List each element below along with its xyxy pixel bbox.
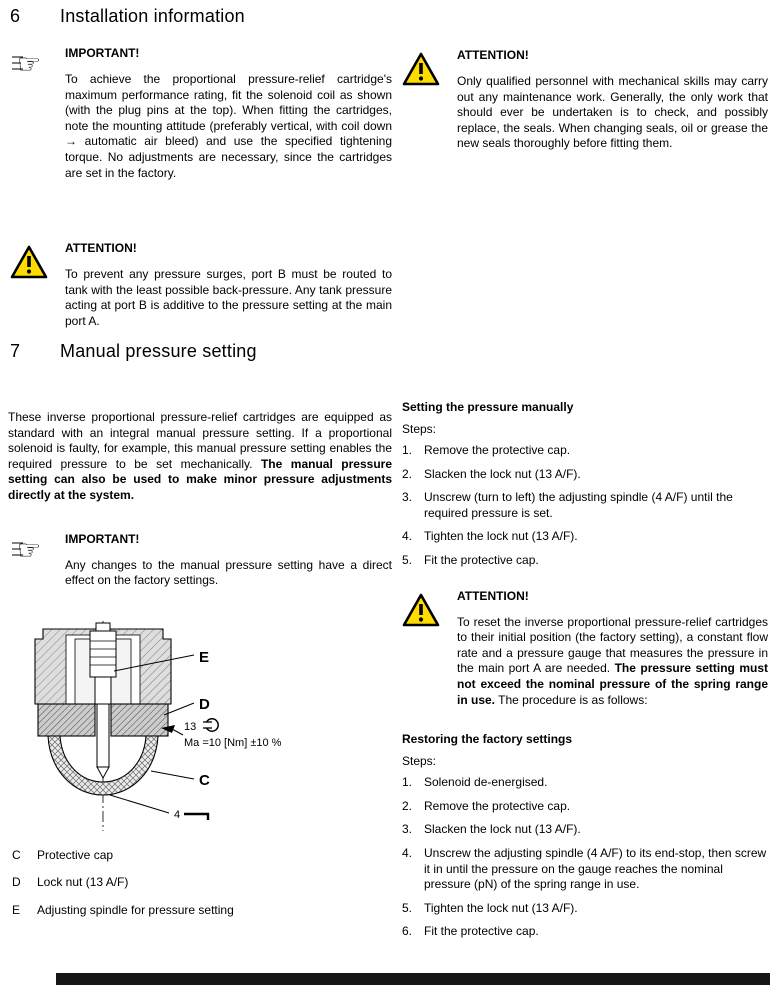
wrench-size-label: 13 [184,720,197,733]
diagram-label-e: E [199,648,210,666]
steps-label: Steps: [402,422,437,436]
warning-triangle-icon [402,593,440,627]
step-item: 5. Fit the protective cap. [402,552,539,567]
pointing-hand-icon [10,48,52,80]
reset-text-bold: The pressure setting must not exceed the nominal pressure of the spring range in use. [457,661,768,707]
diagram-label-d: D [199,695,210,713]
manual-steps-list [402,443,768,569]
legend-key: C [12,847,21,862]
important-note-manual-setting [10,532,392,601]
section-7-left-column [8,398,392,931]
note-title: ATTENTION! [65,241,137,256]
restore-steps-list [402,775,768,940]
wrench-icon [203,719,218,731]
section-title: Manual pressure setting [60,341,257,361]
legend-key: D [12,875,21,890]
step-item: 4. Tighten the lock nut (13 A/F). [402,529,578,544]
intro-normal-text: These inverse proportional pressure-relief cartridges are equipped as standard with an integral manual pressure setting. If a proportional solenoid is faulty, for example, this manual pressure setting enables the required pressure to be set mechanically. [8,410,392,471]
svg-text:☞: ☞ [17,534,42,566]
section-7-right-column [402,400,768,948]
legend-item [12,848,392,864]
legend-text: Protective cap [37,847,114,862]
step-item: 3. Slacken the lock nut (13 A/F). [402,822,581,837]
legend-item [12,903,392,919]
note-title: IMPORTANT! [65,46,140,60]
diagram-legend [12,848,392,919]
step-item: 1. Remove the protective cap. [402,443,571,457]
cartridge-cross-section-diagram [28,619,392,842]
section-number: 6 [10,6,21,26]
note-title: ATTENTION! [457,48,529,62]
note-text: Only qualified personnel with mechanical skills may carry out any maintenance work. Generally, the only work that should ever be undertaken is to check, and possibly replace, the seals. When changing seals, oil or grease the new seals thoroughly before fitting them. [457,74,768,151]
attention-note-maintenance [402,48,768,164]
svg-text:☞: ☞ [17,49,42,80]
note-title: IMPORTANT! [65,531,140,546]
note-title: ATTENTION! [457,588,529,603]
section-6-left-column [10,46,392,342]
note-text [457,615,768,709]
step-item: 6. Fit the protective cap. [402,924,539,939]
reset-text-after: The procedure is as follows: [495,692,648,707]
step-item: 3. Unscrew (turn to left) the adjusting spindle (4 A/F) until the required pressure is set. [402,490,733,520]
section-7-heading [10,341,257,362]
note-text: To prevent any pressure surges, port B must be routed to tank with the least possible back-pressure. Any tank pressure acting at port B is additive to the pressure setting at the main port A. [65,267,392,328]
note-text: Any changes to the manual pressure setting have a direct effect on the factory settings. [65,557,392,588]
reset-text-normal: To reset the inverse proportional pressure-relief cartridges to their initial position (the factory setting), a constant flow rate and a pressure gauge that measures the pressure in the main port A are needed. [457,614,768,676]
note-text: To achieve the proportional pressure-relief cartridge's maximum performance rating, fit the solenoid coil as shown (with the plug pins at the top). When fitting the cartridges, note the mounting attitude (preferably vertical, with coil down → automatic air bleed) and use the specified tightening torque. No adjustments are necessary, since the cartridges are set in the factory. [65,72,392,180]
legend-key: E [12,902,21,917]
section-title: Installation information [60,6,245,26]
manual-steps-title: Setting the pressure manually [402,400,574,414]
section-number: 7 [10,341,21,361]
torque-label: Ma =10 [Nm] ±10 % [184,736,282,749]
attention-note-reset [402,589,768,721]
restore-steps-title: Restoring the factory settings [402,732,573,747]
allen-key-icon [184,814,208,820]
diagram-label-c: C [199,771,210,789]
warning-triangle-icon [402,52,440,86]
important-note-installation [10,46,392,193]
section-6-right-column [402,48,768,164]
legend-item [12,875,392,891]
step-item: 2. Slacken the lock nut (13 A/F). [402,466,581,481]
step-item: 2. Remove the protective cap. [402,798,571,813]
step-item: 4. Unscrew the adjusting spindle (4 A/F) to its end-stop, then screw it in until the pressure on the gauge reaches the nominal pressure (pN) of the spring range in use. [402,845,767,892]
warning-triangle-icon [10,245,48,279]
footer-bar [56,973,770,985]
intro-bold-text: The manual pressure setting can also be used to make minor pressure adjustments directly at the system. [8,456,392,502]
section-6-heading [10,6,245,27]
steps-label: Steps: [402,754,437,769]
intro-paragraph [8,410,392,504]
hex-size-label: 4 [174,808,181,821]
legend-text: Lock nut (13 A/F) [37,875,129,890]
pointing-hand-icon [10,534,52,566]
legend-text: Adjusting spindle for pressure setting [37,902,234,917]
attention-note-port-b [10,241,392,341]
step-item: 5. Tighten the lock nut (13 A/F). [402,900,578,915]
step-item: 1. Solenoid de-energised. [402,775,548,790]
